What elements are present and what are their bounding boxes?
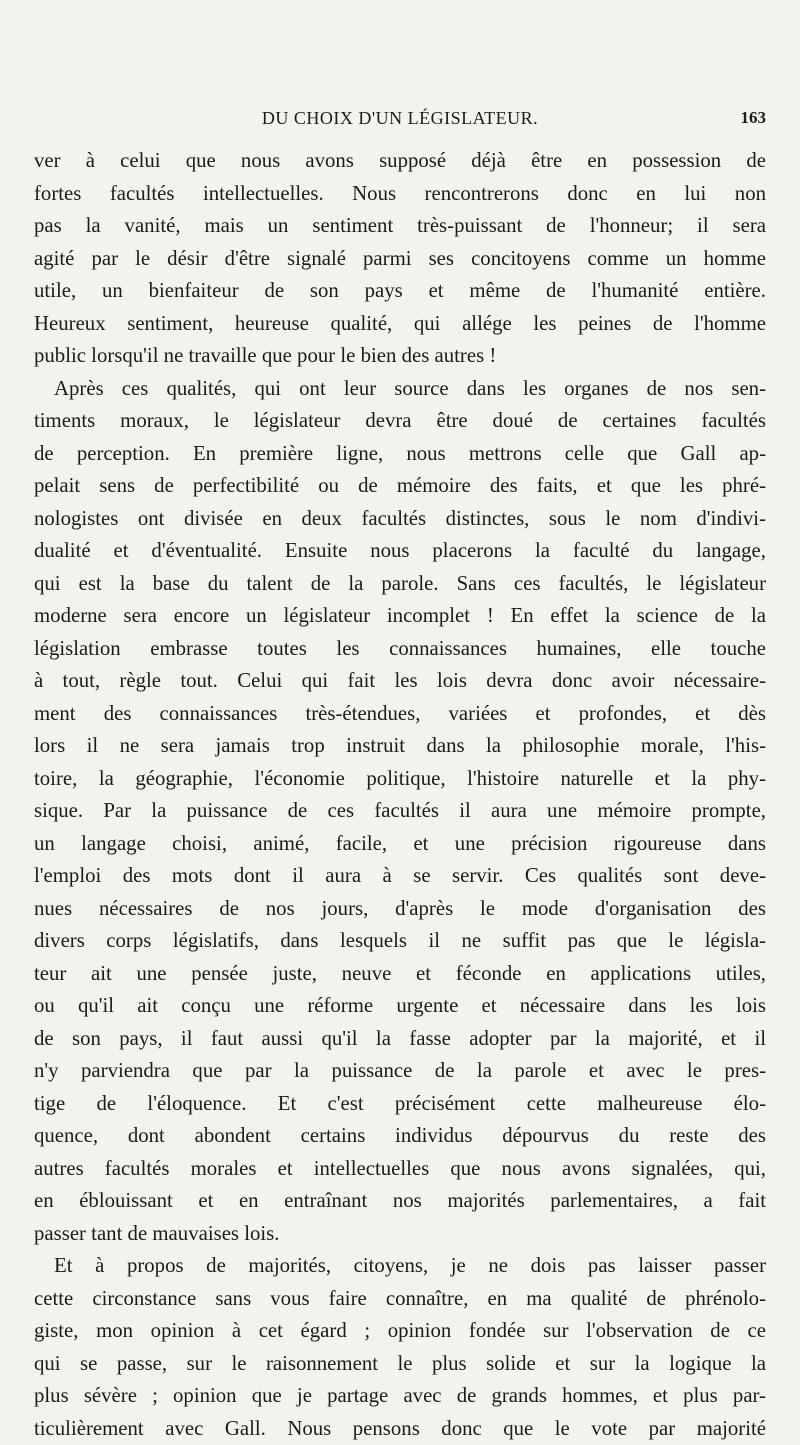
text-line: un langage choisi, animé, facile, et une précision rigoureuse dans [34,828,766,861]
text-line: de son pays, il faut aussi qu'il la fasse adopter par la majorité, et il [34,1023,766,1056]
text-line: l'emploi des mots dont il aura à se servir. Ces qualités sont deve- [34,860,766,893]
page-number: 163 [741,108,767,128]
text-line: ticulièrement avec Gall. Nous pensons donc que le vote par majorité [34,1413,766,1445]
text-line: nologistes ont divisée en deux facultés distinctes, sous le nom d'indivi- [34,503,766,536]
text-line: autres facultés morales et intellectuelles que nous avons signalées, qui, [34,1153,766,1186]
text-line: agité par le désir d'être signalé parmi ses concitoyens comme un homme [34,243,766,276]
running-title: DU CHOIX D'UN LÉGISLATEUR. [30,108,770,129]
text-line: giste, mon opinion à cet égard ; opinion fondée sur l'observation de ce [34,1315,766,1348]
paragraph [34,373,766,1251]
text-line: Après ces qualités, qui ont leur source dans les organes de nos sen- [34,373,766,406]
text-line: dualité et d'éventualité. Ensuite nous placerons la faculté du langage, [34,535,766,568]
text-line: ou qu'il ait conçu une réforme urgente et nécessaire dans les lois [34,990,766,1023]
text-line: ver à celui que nous avons supposé déjà être en possession de [34,145,766,178]
text-line: législation embrasse toutes les connaissances humaines, elle touche [34,633,766,666]
text-line: plus sévère ; opinion que je partage avec de grands hommes, et plus par- [34,1380,766,1413]
text-line: toire, la géographie, l'économie politique, l'histoire naturelle et la phy- [34,763,766,796]
text-line: à tout, règle tout. Celui qui fait les lois devra donc avoir nécessaire- [34,665,766,698]
text-line: Et à propos de majorités, citoyens, je ne dois pas laisser passer [34,1250,766,1283]
text-line: teur ait une pensée juste, neuve et féconde en applications utiles, [34,958,766,991]
text-line: utile, un bienfaiteur de son pays et même de l'humanité entière. [34,275,766,308]
text-line: qui se passe, sur le raisonnement le plus solide et sur la logique la [34,1348,766,1381]
text-line: tige de l'éloquence. Et c'est précisément cette malheureuse élo- [34,1088,766,1121]
text-line: moderne sera encore un législateur incomplet ! En effet la science de la [34,600,766,633]
text-line: quence, dont abondent certains individus dépourvus du reste des [34,1120,766,1153]
text-line: qui est la base du talent de la parole. Sans ces facultés, le législateur [34,568,766,601]
paragraph [34,145,766,373]
paragraph [34,1250,766,1445]
text-line: nues nécessaires de nos jours, d'après le mode d'organisation des [34,893,766,926]
text-line: public lorsqu'il ne travaille que pour le bien des autres ! [34,340,766,373]
text-line: Heureux sentiment, heureuse qualité, qui allége les peines de l'homme [34,308,766,341]
text-line: ment des connaissances très-étendues, variées et profondes, et dès [34,698,766,731]
text-line: lors il ne sera jamais trop instruit dans la philosophie morale, l'his- [34,730,766,763]
body-text [34,145,766,1445]
page-header [30,108,770,138]
text-line: sique. Par la puissance de ces facultés il aura une mémoire prompte, [34,795,766,828]
text-line: divers corps législatifs, dans lesquels il ne suffit pas que le législa- [34,925,766,958]
text-line: passer tant de mauvaises lois. [34,1218,766,1251]
text-line: pelait sens de perfectibilité ou de mémoire des faits, et que les phré- [34,470,766,503]
text-line: fortes facultés intellectuelles. Nous rencontrerons donc en lui non [34,178,766,211]
text-line: pas la vanité, mais un sentiment très-puissant de l'honneur; il sera [34,210,766,243]
text-line: timents moraux, le législateur devra être doué de certaines facultés [34,405,766,438]
text-line: de perception. En première ligne, nous mettrons celle que Gall ap- [34,438,766,471]
text-line: n'y parviendra que par la puissance de la parole et avec le pres- [34,1055,766,1088]
text-line: en éblouissant et en entraînant nos majorités parlementaires, a fait [34,1185,766,1218]
text-line: cette circonstance sans vous faire connaître, en ma qualité de phrénolo- [34,1283,766,1316]
